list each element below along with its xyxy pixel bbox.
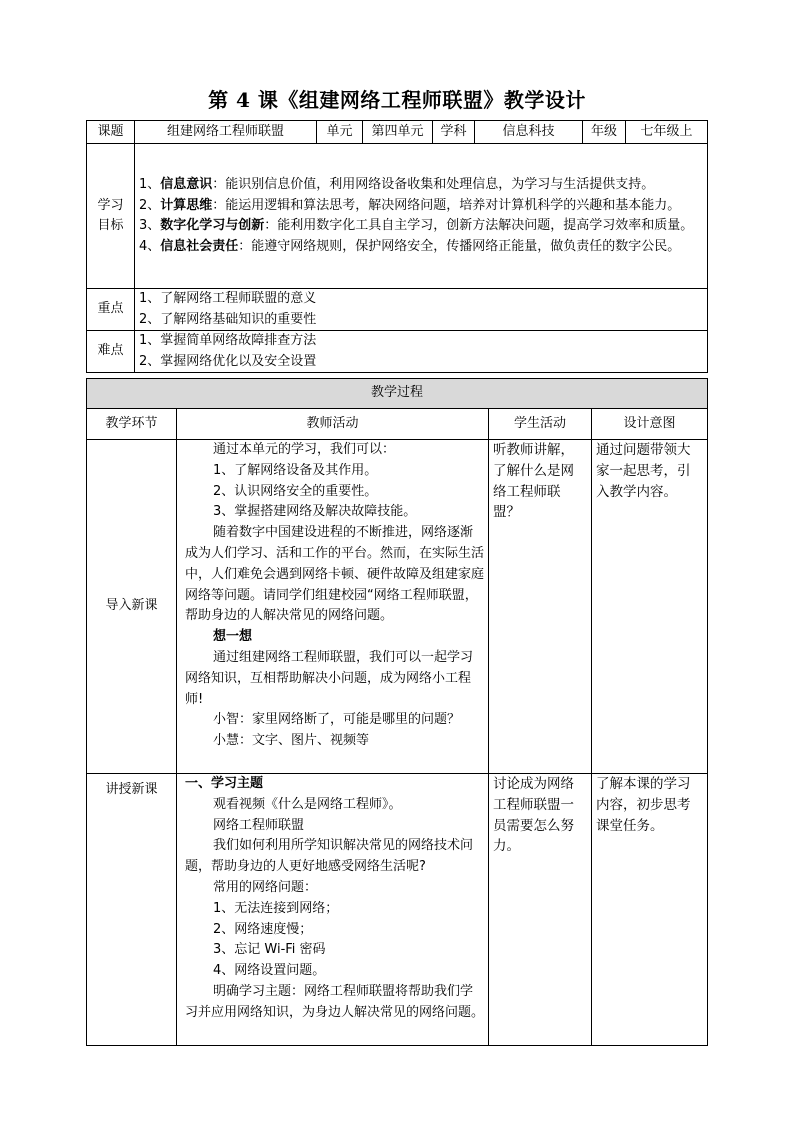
subject-value: 信息科技 [475, 121, 583, 144]
teacher-activity-cell: 一、学习主题 观看视频《什么是网络工程师》。 网络工程师联盟 我们如何利用所学知识解决常见的网络技术问题，帮助身边的人更好地感受网络生活呢? 常用的网络问题： 1、无法连接到网络； 2、网络速度慢； 3、忘记 Wi-Fi 密码 4、网络设置问题。 明确学习主题：网络工程师联盟将帮助我们学习并应用网络知识，为身边人解决常见的网络问题。 [177, 774, 489, 1046]
grade-value: 七年级上 [626, 121, 708, 144]
list-item: 2、认识网络安全的重要性。 [213, 483, 378, 499]
goals-label: 学习 目标 [87, 144, 135, 289]
design-intent-cell: 通过问题带领大家一起思考，引入教学内容。 [592, 440, 708, 774]
key-point-item: 2、了解网络基础知识的重要性 [139, 311, 317, 327]
list-item: 2、网络速度慢； [213, 921, 313, 937]
key-points-label: 重点 [87, 289, 135, 331]
col-student-header: 学生活动 [489, 409, 592, 440]
list-item: 1、无法连接到网络； [213, 900, 339, 916]
list-item: 3、掌握搭建网络及解决故障技能。 [213, 504, 417, 520]
list-item: 1、了解网络设备及其作用。 [213, 462, 378, 478]
document-title: 第 4 课《组建网络工程师联盟》教学设计 [208, 88, 586, 112]
process-row-intro [87, 440, 708, 774]
student-activity-cell: 听教师讲解，了解什么是网络工程师联盟？ [489, 440, 592, 774]
key-point-item: 1、了解网络工程师联盟的意义 [139, 291, 317, 306]
topic-label: 课题 [87, 121, 135, 144]
goal-item: 2、计算思维：能运用逻辑和算法思考，解决网络问题，培养对计算机科学的兴趣和基本能力。 [139, 197, 681, 213]
design-intent-cell: 了解本课的学习内容，初步思考课堂任务。 [592, 774, 708, 1046]
goals-content [135, 144, 708, 289]
lesson-info-table [86, 120, 708, 373]
list-item: 4、网络设置问题。 [213, 963, 326, 979]
difficult-points-label: 难点 [87, 331, 135, 373]
difficult-point-item: 1、掌握简单网络故障排查方法 [139, 333, 317, 348]
topic-value: 组建网络工程师联盟 [135, 121, 317, 144]
think-heading: 想一想 [213, 629, 253, 645]
col-stage-header: 教学环节 [87, 409, 177, 440]
section-heading: 一、学习主题 [185, 776, 264, 791]
subject-label: 学科 [433, 121, 475, 144]
goal-item: 4、信息社会责任：能遵守网络规则，保护网络安全，传播网络正能量，做负责任的数字公民。 [139, 238, 681, 254]
process-row-new-lesson [87, 774, 708, 1046]
difficult-points-content [135, 331, 708, 373]
teaching-process-table [86, 378, 708, 1046]
unit-label: 单元 [317, 121, 363, 144]
goal-item: 1、信息意识：能识别信息价值，利用网络设备收集和处理信息，为学习与生活提供支持。 [139, 177, 655, 192]
unit-value: 第四单元 [363, 121, 433, 144]
list-item: 3、忘记 Wi-Fi 密码 [213, 942, 326, 958]
col-intent-header: 设计意图 [592, 409, 708, 440]
stage-cell: 讲授新课 [87, 774, 177, 1046]
stage-cell: 导入新课 [87, 440, 177, 774]
col-teacher-header: 教师活动 [177, 409, 489, 440]
grade-label: 年级 [583, 121, 626, 144]
key-points-content [135, 289, 708, 331]
student-activity-cell: 讨论成为网络工程师联盟一员需要怎么努力。 [489, 774, 592, 1046]
difficult-point-item: 2、掌握网络优化以及安全设置 [139, 353, 317, 369]
teacher-activity-cell: 通过本单元的学习，我们可以： 1、了解网络设备及其作用。 2、认识网络安全的重要性。 3、掌握搭建网络及解决故障技能。 随着数字中国建设进程的不断推进，网络逐渐成为人们学习、活和工作的平台。然而，在实际生活中，人们难免会遇到网络卡顿、硬件故障及组建家庭网络等问题。请同学们组建校园“网络工程师联盟，帮助身边的人解决常见的网络问题。 想一想 通过组建网络工程师联盟，我们可以一起学习网络知识，互相帮助解决小问题，成为网络小工程师! 小智：家里网络断了，可能是哪里的问题？ 小慧：文字、图片、视频等 [177, 440, 489, 774]
process-header: 教学过程 [87, 379, 708, 409]
goal-item: 3、数字化学习与创新：能利用数字化工具自主学习，创新方法解决问题，提高学习效率和质量。 [139, 218, 694, 233]
